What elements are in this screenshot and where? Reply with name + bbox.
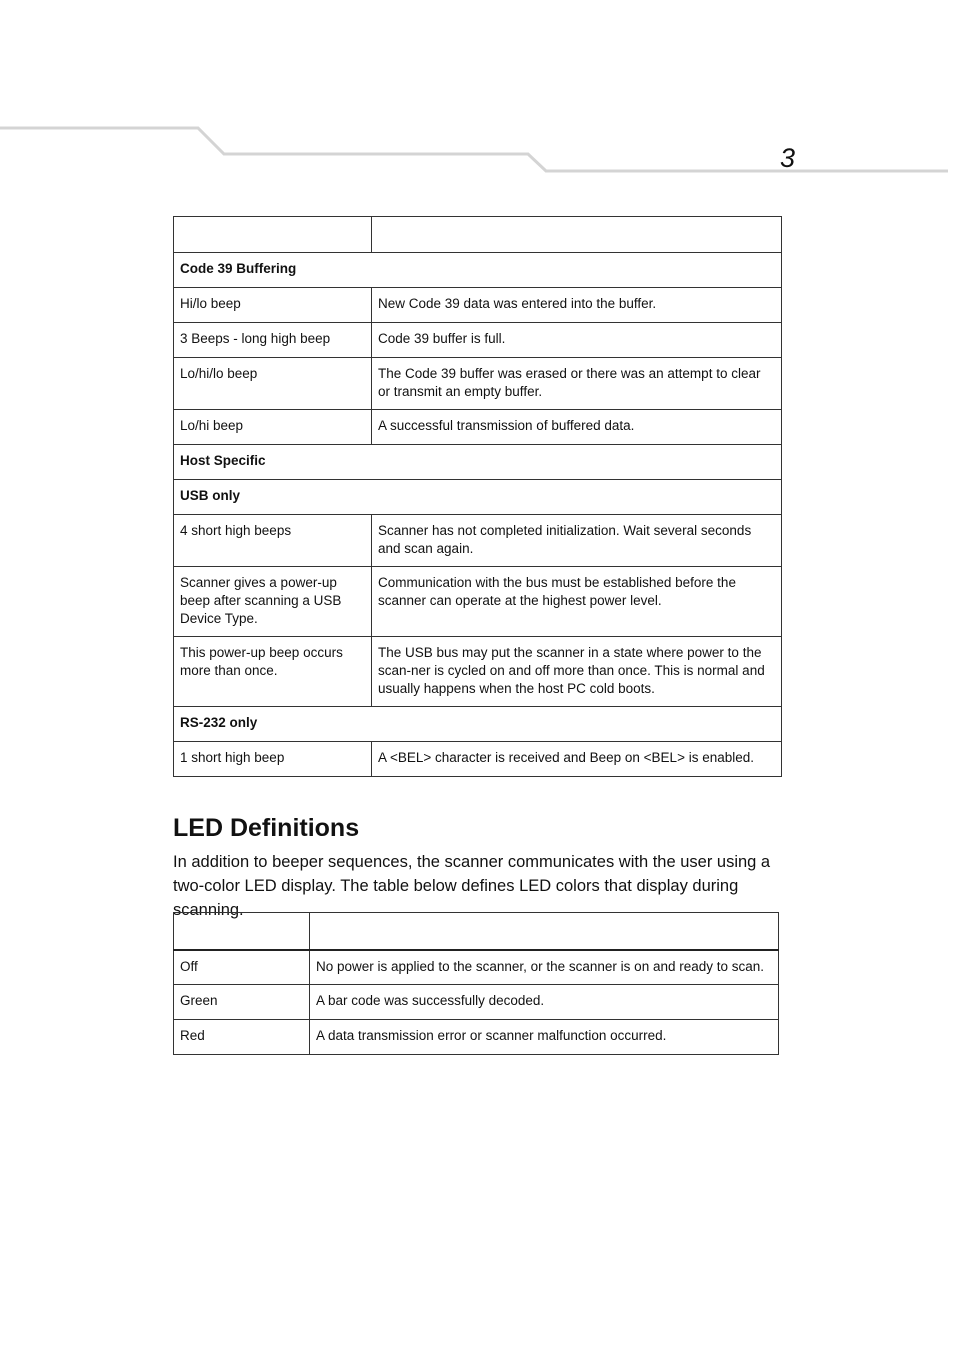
table-row [174,742,782,777]
table-header-row [174,217,782,253]
table-row [174,410,782,445]
beeper-table-body [174,217,782,777]
section-label: Code 39 Buffering [174,253,782,288]
beep-sequence-cell: Hi/lo beep [174,288,372,323]
indication-cell: Communication with the bus must be established before the scanner can operate at the highest power level. [372,567,782,637]
led-table [173,912,779,1055]
header-cell [174,217,372,253]
table-row [174,985,779,1020]
indication-cell: The USB bus may put the scanner in a state where power to the scan-ner is cycled on and off more than once. This is normal and usually happens when the host PC cold boots. [372,637,782,707]
led-indication-cell: A data transmission error or scanner malfunction occurred. [310,1020,779,1055]
led-indication-cell: A bar code was successfully decoded. [310,985,779,1020]
led-color-cell: Off [174,950,310,985]
beep-sequence-cell: Scanner gives a power-up beep after scanning a USB Device Type. [174,567,372,637]
table-row [174,637,782,707]
section-title: LED Definitions [173,814,360,842]
beep-sequence-cell: Lo/hi/lo beep [174,358,372,410]
beep-sequence-cell: Lo/hi beep [174,410,372,445]
indication-cell: Code 39 buffer is full. [372,323,782,358]
beeper-table [173,216,782,777]
section-label: Host Specific [174,445,782,480]
table-section-row [174,253,782,288]
table-row [174,323,782,358]
table-row [174,288,782,323]
intro-paragraph: In addition to beeper sequences, the scanner communicates with the user using a two-color LED display. The table below defines LED colors that display during scanning. [173,853,771,919]
led-indication-cell: No power is applied to the scanner, or the scanner is on and ready to scan. [310,950,779,985]
table-section-row [174,445,782,480]
beep-sequence-cell: 3 Beeps - long high beep [174,323,372,358]
beep-sequence-cell: This power-up beep occurs more than once. [174,637,372,707]
table-header-row [174,913,779,950]
beep-sequence-cell: 4 short high beeps [174,515,372,567]
table-row [174,950,779,985]
header-rule [0,120,954,180]
header-cell [174,913,310,950]
beep-sequence-cell: 1 short high beep [174,742,372,777]
indication-cell: A <BEL> character is received and Beep on <BEL> is enabled. [372,742,782,777]
indication-cell: New Code 39 data was entered into the buffer. [372,288,782,323]
table-section-row [174,480,782,515]
header-cell [372,217,782,253]
led-table-body [174,913,779,1055]
indication-cell: A successful transmission of buffered data. [372,410,782,445]
section-label: RS-232 only [174,707,782,742]
section-label: USB only [174,480,782,515]
header-cell [310,913,779,950]
table-row [174,1020,779,1055]
table-row [174,567,782,637]
led-color-cell: Green [174,985,310,1020]
led-color-cell: Red [174,1020,310,1055]
indication-cell: Scanner has not completed initialization. Wait several seconds and scan again. [372,515,782,567]
table-section-row [174,707,782,742]
page-number: 3 [780,143,796,173]
table-row [174,515,782,567]
indication-cell: The Code 39 buffer was erased or there was an attempt to clear or transmit an empty buffer. [372,358,782,410]
table-row [174,358,782,410]
